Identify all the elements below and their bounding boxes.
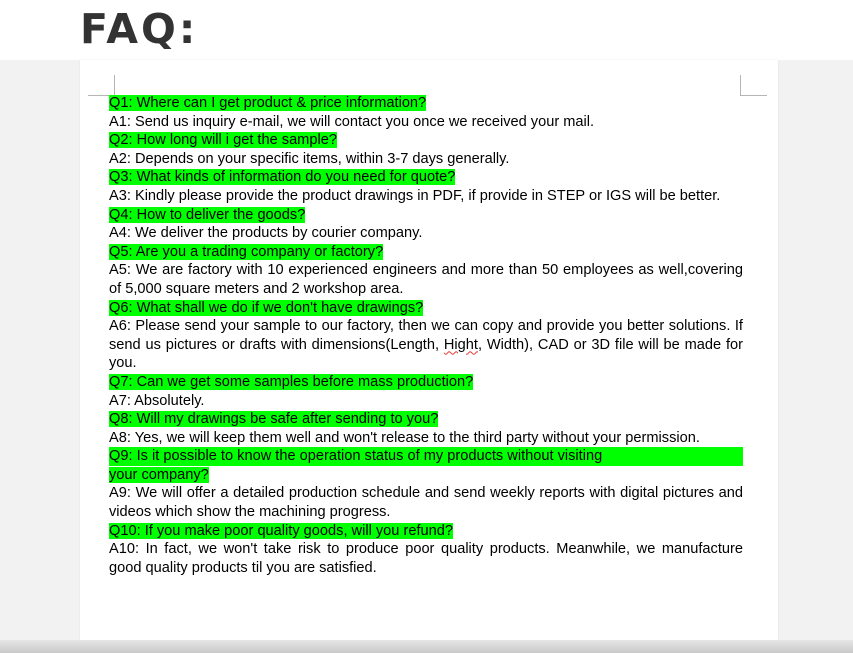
faq-answer: A3: Kindly please provide the product drawings in PDF, if provide in STEP or IGS will be better. bbox=[109, 187, 721, 204]
question-highlight: your company? bbox=[109, 466, 209, 483]
question-highlight: Q3: What kinds of information do you need for quote? bbox=[109, 169, 456, 186]
question-highlight: Q10: If you make poor quality goods, will you refund? bbox=[109, 522, 453, 539]
faq-question bbox=[109, 131, 743, 150]
faq-answer: A8: Yes, we will keep them well and won't release to the third party without your permission. bbox=[109, 429, 700, 446]
question-highlight: Q8: Will my drawings be safe after sending to you? bbox=[109, 411, 439, 428]
faq-question bbox=[109, 373, 743, 392]
faq-answer: A10: In fact, we won't take risk to produce poor quality products. Meanwhile, we manufacture good quality products til you are satisfied. bbox=[109, 541, 743, 576]
question-line: Q9: Is it possible to know the operation status of my products without visiting bbox=[109, 448, 603, 465]
question-highlight: Q4: How to deliver the goods? bbox=[109, 206, 306, 223]
question-highlight: Q6: What shall we do if we don't have drawings? bbox=[109, 299, 424, 316]
answer-text: A6: Please send your sample to our factory, then we can copy and provide you better solutions. If send us pictures or drafts with dimensions(Length, bbox=[109, 318, 743, 353]
faq-answer bbox=[109, 317, 743, 373]
faq-question bbox=[109, 243, 743, 262]
faq-answer: A7: Absolutely. bbox=[109, 392, 205, 409]
faq-question bbox=[109, 94, 743, 113]
faq-list bbox=[109, 94, 743, 577]
faq-answer: A4: We deliver the products by courier company. bbox=[109, 225, 423, 242]
page-corner-mark-right bbox=[740, 75, 767, 96]
page-corner-mark-left bbox=[88, 75, 115, 96]
faq-answer: A5: We are factory with 10 experienced engineers and more than 50 employees as well,covering of 5,000 square meters and 2 workshop area. bbox=[109, 262, 743, 297]
question-highlight: Q1: Where can I get product & price information? bbox=[109, 95, 427, 111]
question-highlight: Q7: Can we get some samples before mass production? bbox=[109, 373, 474, 390]
faq-question bbox=[109, 522, 743, 541]
faq-answer: A9: We will offer a detailed production schedule and send weekly reports with digital pictures and videos which show the machining progress. bbox=[109, 485, 743, 521]
question-highlight: Q2: How long will i get the sample? bbox=[109, 132, 337, 149]
faq-question bbox=[109, 206, 743, 225]
misspelled-word[interactable]: Hight bbox=[443, 336, 478, 353]
faq-answer: A1: Send us inquiry e-mail, we will contact you once we received your mail. bbox=[109, 113, 595, 130]
faq-question bbox=[109, 168, 743, 187]
faq-answer: A2: Depends on your specific items, within 3-7 days generally. bbox=[109, 150, 510, 167]
page-title: FAQ: bbox=[80, 5, 199, 53]
answer-text: , Width), CAD or 3D file will be made for you. bbox=[109, 336, 743, 372]
question-highlight: Q5: Are you a trading company or factory? bbox=[109, 243, 384, 260]
faq-question bbox=[109, 299, 743, 318]
faq-question bbox=[109, 447, 743, 466]
faq-question bbox=[109, 410, 743, 429]
faq-question-continued bbox=[109, 466, 743, 485]
bottom-scroll-bar bbox=[0, 640, 853, 653]
